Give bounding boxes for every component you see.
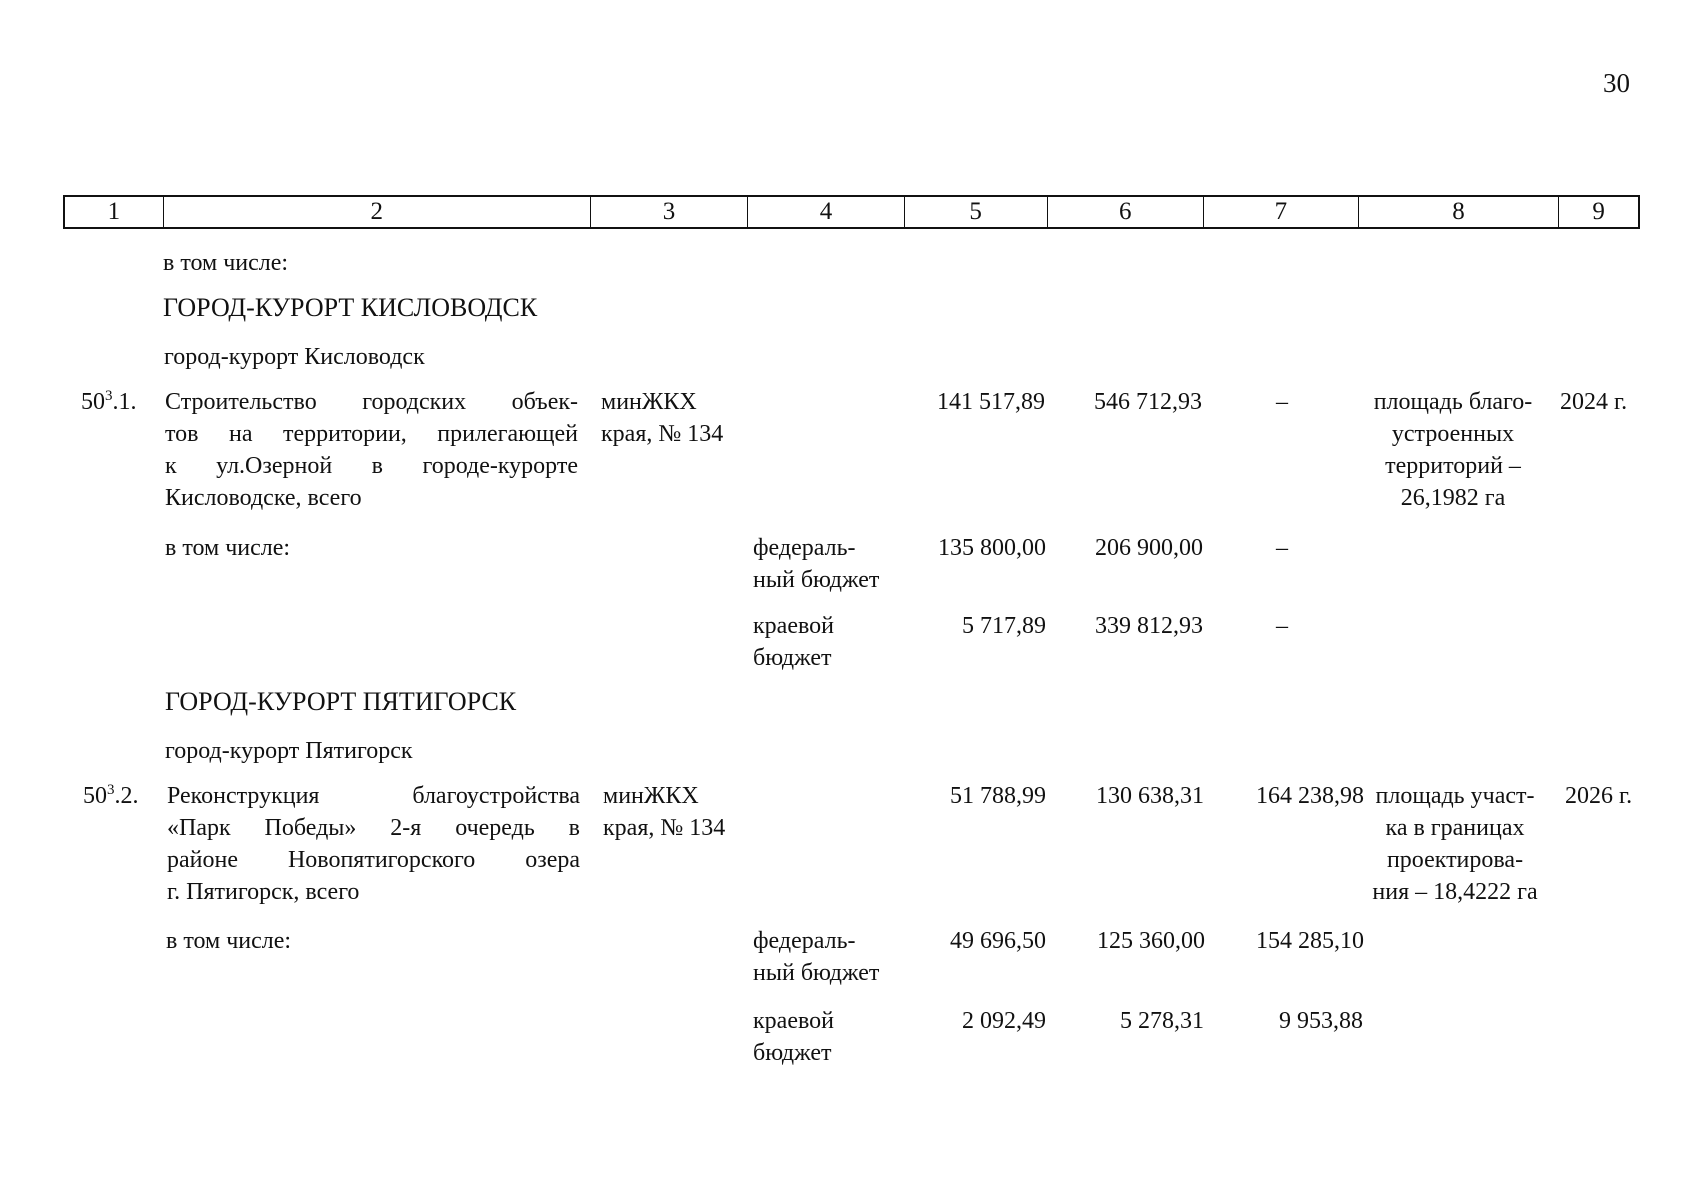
table-header-row <box>63 195 1640 229</box>
funding-col5: 49 696,50 <box>950 928 1046 954</box>
header-col-4: 4 <box>748 197 905 227</box>
item-indicator: площадь участ- ка в границах проектирова- ния – 18,4222 га <box>1372 783 1538 905</box>
section-subheading: город-курорт Пятигорск <box>165 738 413 764</box>
funding-col5: 5 717,89 <box>962 613 1046 639</box>
section-heading: ГОРОД-КУРОРТ КИСЛОВОДСК <box>163 293 538 322</box>
funding-source: краевой бюджет <box>753 1008 834 1066</box>
header-col-6: 6 <box>1048 197 1205 227</box>
section-subheading: город-курорт Кисловодск <box>164 344 425 370</box>
header-col-8: 8 <box>1359 197 1559 227</box>
item-description: Реконструкция благоустройства «Парк Победы» 2-я очередь в районе Новопятигорского озера г. Пятигорск, всего <box>167 783 580 905</box>
item-total-col7: 164 238,98 <box>1256 783 1364 809</box>
funding-source: федераль- ный бюджет <box>753 928 880 986</box>
funding-col5: 135 800,00 <box>938 535 1046 561</box>
funding-col6: 339 812,93 <box>1095 613 1203 639</box>
item-executor: минЖКХ края, № 134 <box>601 389 724 447</box>
funding-col7: 154 285,10 <box>1256 928 1364 954</box>
item-description: Строительство городских объек- тов на территории, прилегающей к ул.Озерной в городе-курорте Кисловодске, всего <box>165 389 578 511</box>
section-heading: ГОРОД-КУРОРТ ПЯТИГОРСК <box>165 687 517 716</box>
funding-source: федераль- ный бюджет <box>753 535 880 593</box>
item-year: 2026 г. <box>1565 783 1633 809</box>
funding-col6: 206 900,00 <box>1095 535 1203 561</box>
funding-source: краевой бюджет <box>753 613 834 671</box>
item-total-col5: 141 517,89 <box>937 389 1045 415</box>
header-col-5: 5 <box>905 197 1048 227</box>
item-number: $50^3.1$. <box>81 388 137 415</box>
page-number: 30 <box>1603 68 1630 98</box>
item-total-col6: 130 638,31 <box>1096 783 1204 809</box>
funding-col7: – <box>1276 535 1288 561</box>
item-year: 2024 г. <box>1560 389 1628 415</box>
header-col-7: 7 <box>1204 197 1359 227</box>
breakdown-label: в том числе: <box>165 535 291 561</box>
header-col-9: 9 <box>1592 198 1605 225</box>
item-total-col5: 51 788,99 <box>950 783 1046 809</box>
item-number: $50^3.2$. <box>83 782 139 809</box>
funding-col5: 2 092,49 <box>962 1008 1046 1034</box>
funding-col7: 9 953,88 <box>1279 1008 1363 1034</box>
breakdown-label: в том числе: <box>166 928 292 954</box>
intro-label: в том числе: <box>163 250 289 276</box>
funding-col6: 5 278,31 <box>1120 1008 1204 1034</box>
funding-col7: – <box>1276 613 1288 639</box>
item-total-col7: – <box>1276 389 1288 415</box>
header-col-3: 3 <box>591 197 749 227</box>
item-total-col6: 546 712,93 <box>1094 389 1202 415</box>
header-col-1: 1 <box>65 197 164 227</box>
header-col-2: 2 <box>164 197 591 227</box>
funding-col6: 125 360,00 <box>1097 928 1205 954</box>
item-indicator: площадь благо- устроенных территорий – 26,1982 га <box>1373 389 1533 511</box>
item-executor: минЖКХ края, № 134 <box>603 783 726 841</box>
